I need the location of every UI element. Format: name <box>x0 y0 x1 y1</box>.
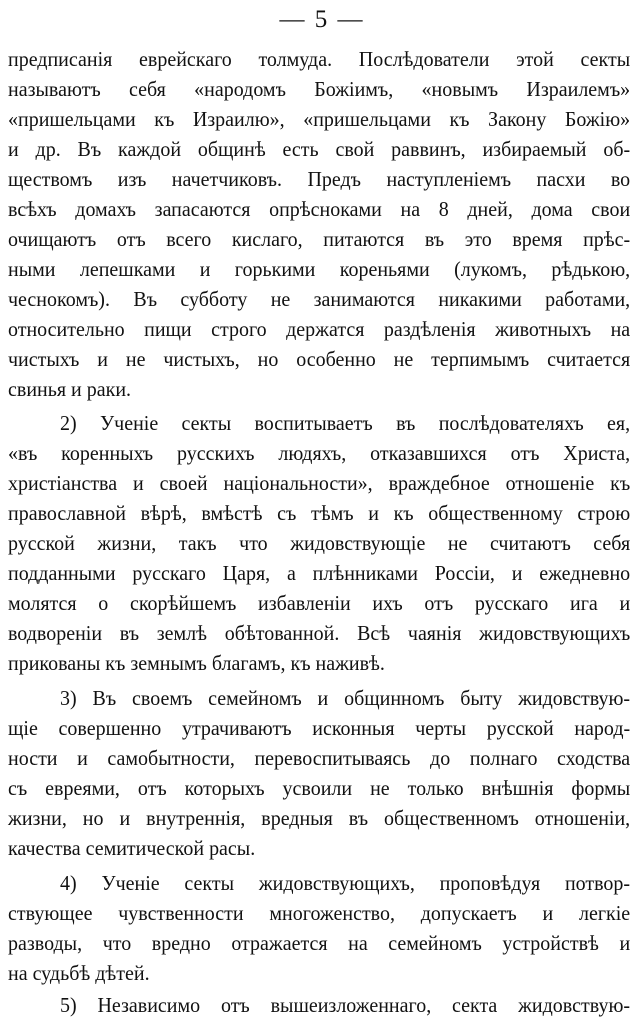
text-line: 2) Ученіе секты воспитываетъ въ послѣдователяхъ ея, <box>60 411 631 435</box>
text-line: православной вѣрѣ, вмѣстѣ съ тѣмъ и къ общественному строю <box>8 501 631 525</box>
text-line: русской жизни, такъ что жидовствующіе не считаютъ себя <box>8 531 631 555</box>
text-line: ными лепешками и горькими кореньями (лукомъ, рѣдькою, <box>8 257 631 281</box>
text-line: ности и самобытности, перевоспитываясь до полнаго сходства <box>8 746 631 770</box>
text-line: разводы, что вредно отражается на семейномъ устройствѣ и <box>8 931 631 955</box>
text-line: предписанія еврейскаго толмуда. Послѣдователи этой секты <box>8 47 631 71</box>
text-line: и др. Въ каждой общинѣ есть свой раввинъ, избираемый об- <box>8 137 631 161</box>
text-line: «въ коренныхъ русскихъ людяхъ, отказавшихся отъ Христа, <box>8 441 631 465</box>
text-line: подданными русскаго Царя, а плѣнниками Россіи, и ежедневно <box>8 561 631 585</box>
text-line: ществомъ изъ начетчиковъ. Предъ наступленіемъ пасхи во <box>8 167 631 191</box>
text-line: очищаютъ отъ всего кислаго, питаются въ это время прѣс- <box>8 227 631 251</box>
text-line: свинья и раки. <box>8 377 132 401</box>
text-line: жизни, но и внутреннія, вредныя въ общественномъ отношеніи, <box>8 806 631 830</box>
text-line: 4) Ученіе секты жидовствующихъ, проповѣдуя потвор- <box>60 871 631 895</box>
text-line: ствующее чувственности многоженство, допускаетъ и легкіе <box>8 901 631 925</box>
text-line: называютъ себя «народомъ Божіимъ, «новымъ Израилемъ» <box>8 77 631 101</box>
text-line: 5) Независимо отъ вышеизложеннаго, секта жидовствую- <box>60 993 631 1017</box>
text-line: всѣхъ домахъ запасаются опрѣсноками на 8 дней, дома свои <box>8 197 631 221</box>
text-line: молятся о скорѣйшемъ избавленіи ихъ отъ русскаго ига и <box>8 591 631 615</box>
text-line: чистыхъ и не чистыхъ, но особенно не терпимымъ считается <box>8 347 631 371</box>
text-line: качества семитической расы. <box>8 836 256 860</box>
text-line: щіе совершенно утрачиваютъ исконныя черты русской народ- <box>8 716 631 740</box>
text-line: на судьбѣ дѣтей. <box>8 961 150 985</box>
text-line: «пришельцами къ Израилю», «пришельцами къ Закону Божію» <box>8 107 631 131</box>
text-line: прикованы къ земнымъ благамъ, къ наживѣ. <box>8 651 385 675</box>
text-line: христіанства и своей національности», враждебное отношеніе къ <box>8 471 631 495</box>
page-number: — 5 — <box>279 6 365 33</box>
text-line: чеснокомъ). Въ субботу не занимаются никакими работами, <box>8 287 631 311</box>
text-line: 3) Въ своемъ семейномъ и общинномъ быту жидовствую- <box>60 686 631 710</box>
text-line: водвореніи въ землѣ обѣтованной. Всѣ чаянія жидовствующихъ <box>8 621 631 645</box>
text-line: съ евреями, отъ которыхъ усвоили не только внѣшнія формы <box>8 776 631 800</box>
text-line: относительно пищи строго держатся раздѣленія животныхъ на <box>8 317 631 341</box>
